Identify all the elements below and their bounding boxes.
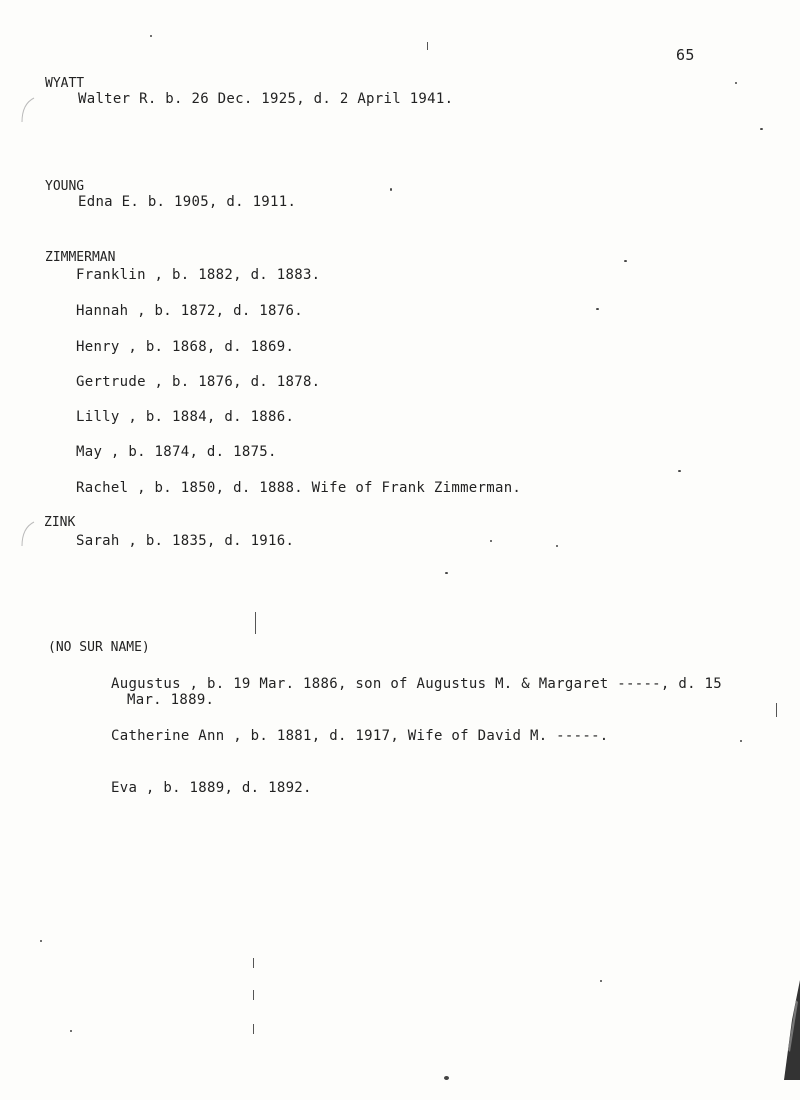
- margin-mark: [18, 96, 38, 126]
- scan-speck: [624, 260, 627, 262]
- scan-speck: [490, 540, 492, 542]
- scan-speck: [150, 35, 152, 37]
- margin-mark: [18, 520, 38, 550]
- scan-speck: [444, 1076, 449, 1080]
- scan-mark: [427, 42, 428, 50]
- surname-heading-young: YOUNG: [45, 179, 85, 194]
- scan-mark: [255, 612, 256, 634]
- surname-heading-no-surname: (NO SUR NAME): [48, 640, 150, 655]
- entry-line: Edna E. b. 1905, d. 1911.: [78, 194, 297, 210]
- page-edge-shadow: [770, 980, 800, 1080]
- scan-speck: [445, 572, 448, 574]
- scan-speck: [678, 470, 681, 472]
- surname-heading-wyatt: WYATT: [45, 76, 85, 91]
- entry-line: Franklin , b. 1882, d. 1883.: [76, 267, 321, 283]
- scan-speck: [390, 188, 392, 191]
- entry-line: Rachel , b. 1850, d. 1888. Wife of Frank Zimmerman.: [76, 480, 522, 496]
- entry-line: Augustus , b. 19 Mar. 1886, son of Augustus M. & Margaret -----, d. 15: [111, 676, 723, 692]
- entry-line: Lilly , b. 1884, d. 1886.: [76, 409, 295, 425]
- scan-speck: [740, 740, 742, 742]
- entry-line: Gertrude , b. 1876, d. 1878.: [76, 374, 321, 390]
- entry-line: Sarah , b. 1835, d. 1916.: [76, 533, 295, 549]
- scan-speck: [735, 82, 737, 84]
- scan-mark: [253, 990, 254, 1000]
- scan-speck: [40, 940, 42, 942]
- scan-speck: [70, 1030, 72, 1032]
- scan-speck: [596, 308, 599, 310]
- entry-line: Hannah , b. 1872, d. 1876.: [76, 303, 303, 319]
- scan-speck: [760, 128, 763, 130]
- scan-mark: [253, 958, 254, 968]
- entry-line: Henry , b. 1868, d. 1869.: [76, 339, 295, 355]
- scan-mark: [776, 703, 777, 717]
- entry-line: May , b. 1874, d. 1875.: [76, 444, 277, 460]
- entry-continuation-line: Mar. 1889.: [127, 692, 215, 708]
- page-number: 65: [676, 46, 695, 64]
- scan-speck: [600, 980, 602, 982]
- surname-heading-zink: ZINK: [44, 515, 76, 530]
- entry-line: Eva , b. 1889, d. 1892.: [111, 780, 312, 796]
- surname-heading-zimmerman: ZIMMERMAN: [45, 250, 116, 265]
- entry-line: Walter R. b. 26 Dec. 1925, d. 2 April 1941.: [78, 91, 454, 107]
- scan-mark: [253, 1024, 254, 1034]
- entry-line: Catherine Ann , b. 1881, d. 1917, Wife of David M. -----.: [111, 728, 609, 744]
- scan-speck: [556, 545, 558, 547]
